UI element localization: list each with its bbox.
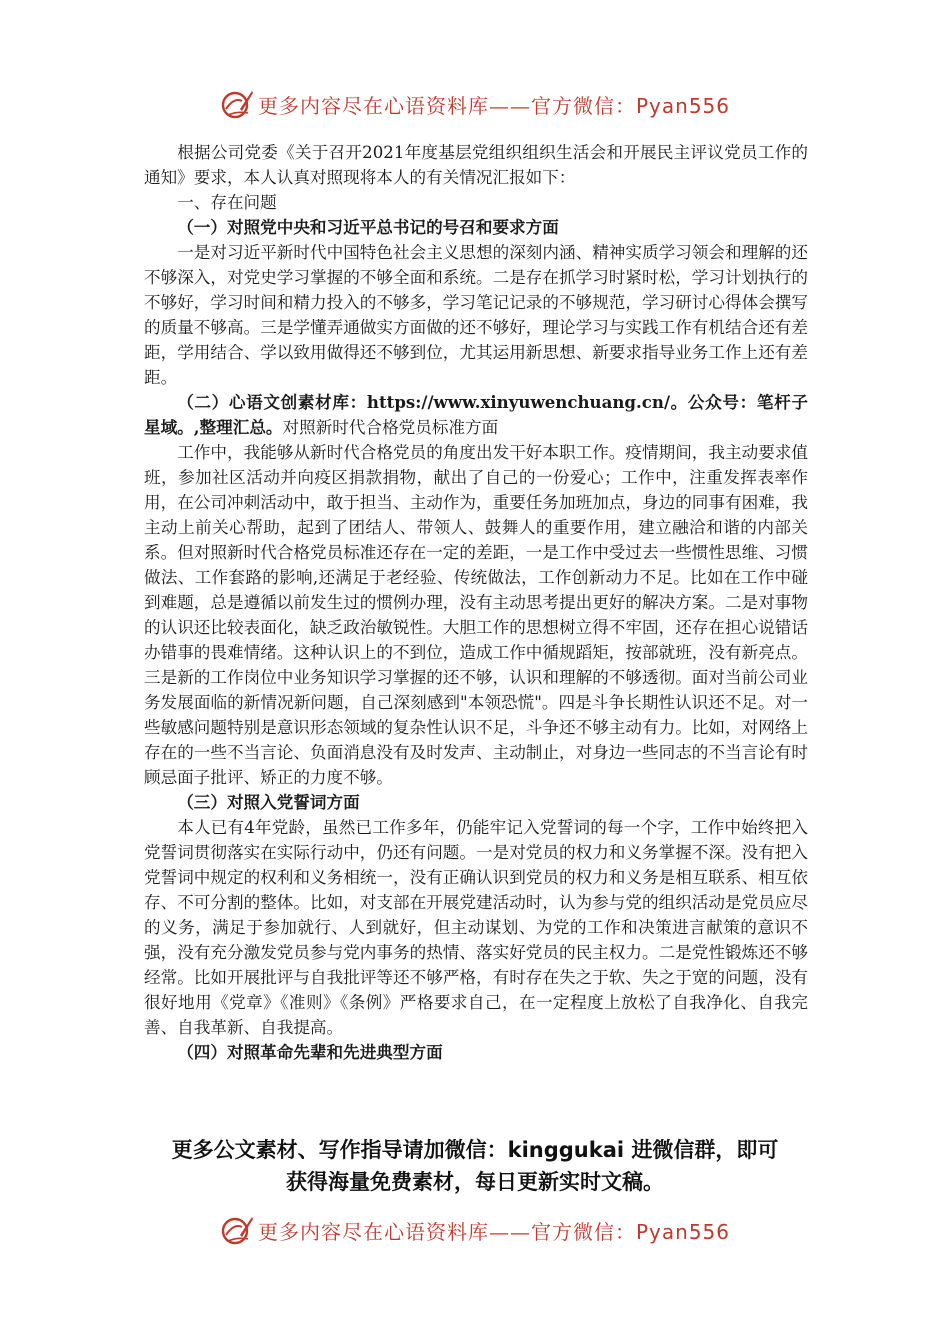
contact-notice: [100, 1134, 850, 1198]
subheading-2-bold: （二）心语文创素材库：https://www.xinyuwenchuang.cn/。公众号：笔杆子星域。,整理汇总。: [144, 392, 808, 437]
paragraph-intro: 根据公司党委《关于召开2021年度基层党组织组织生活会和开展民主评议党员工作的通知》要求，本人认真对照现将本人的有关情况汇报如下：: [144, 143, 808, 187]
document-body: [144, 140, 808, 1065]
paragraph-2: 工作中，我能够从新时代合格党员的角度出发干好本职工作。疫情期间，我主动要求值班，参加社区活动并向疫区捐款捐物，献出了自己的一份爱心；工作中，注重发挥表率作用，在公司冲刺活动中，敢于担当、主动作为，重要任务加班加点，身边的同事有困难，我主动上前关心帮助，起到了团结人、带领人、鼓舞人的重要作用，建立融洽和谐的内部关系。但对照新时代合格党员标准还存在一定的差距，一是工作中受过去一些惯性思维、习惯做法、工作套路的影响,还满足于老经验、传统做法，工作创新动力不足。比如在工作中碰到难题，总是遵循以前发生过的惯例办理，没有主动思考提出更好的解决方案。二是对事物的认识还比较表面化，缺乏政治敏锐性。大胆工作的思想树立得不牢固，还存在担心说错话办错事的畏难情绪。这种认识上的不到位，造成工作中循规蹈矩，按部就班，没有新亮点。三是新的工作岗位中业务知识学习掌握的还不够，认识和理解的不够透彻。面对当前公司业务发展面临的新情况新问题，自己深刻感到"本领恐慌"。四是斗争长期性认识还不足。对一些敏感问题特别是意识形态领域的复杂性认识不足，斗争还不够主动有力。比如，对网络上存在的一些不当言论、负面消息没有及时发声、主动制止，对身边一些同志的不当言论有时顾忌面子批评、矫正的力度不够。: [144, 443, 808, 787]
footer-banner: [0, 1210, 950, 1250]
banner-wechat-id: Pyan556: [635, 93, 730, 118]
contact-line-1: 更多公文素材、写作指导请加微信：kinggukai 进微信群，即可: [171, 1138, 779, 1162]
section-heading-problems: 一、存在问题: [177, 193, 277, 212]
banner-wechat-id: Pyan556: [635, 1219, 730, 1244]
subheading-2: [144, 390, 808, 440]
subheading-1: （一）对照党中央和习近平总书记的号召和要求方面: [177, 217, 559, 237]
pen-logo-icon: [220, 1213, 254, 1247]
paragraph-1: 一是对习近平新时代中国特色社会主义思想的深刻内涵、精神实质学习领会和理解的还不够深入，对党史学习掌握的不够全面和系统。二是存在抓学习时紧时松，学习计划执行的不够好，学习时间和精力投入的不够多，学习笔记记录的不够规范，学习研讨心得体会撰写的质量不够高。三是学懂弄通做实方面做的还不够好，理论学习与实践工作有机结合还有差距，学用结合、学以致用做得还不够到位，尤其运用新思想、新要求指导业务工作上还有差距。: [144, 243, 808, 387]
contact-line-2: 获得海量免费素材，每日更新实时文稿。: [286, 1170, 664, 1194]
banner-text: 更多内容尽在心语资料库——官方微信：: [257, 1219, 636, 1244]
pen-logo-icon: [220, 87, 254, 121]
subheading-2-normal: 对照新时代合格党员标准方面: [282, 418, 499, 437]
header-banner: [0, 84, 950, 124]
subheading-3: （三）对照入党誓词方面: [177, 792, 360, 812]
subheading-4: （四）对照革命先辈和先进典型方面: [177, 1042, 443, 1062]
paragraph-3: 本人已有4年党龄，虽然已工作多年，仍能牢记入党誓词的每一个字，工作中始终把入党誓词贯彻落实在实际行动中，仍还有问题。一是对党员的权力和义务掌握不深。没有把入党誓词中规定的权利和义务相统一，没有正确认识到党员的权力和义务是相互联系、相互依存、不可分割的整体。比如，对支部在开展党建活动时，认为参与党的组织活动是党员应尽的义务，满足于参加就行、人到就好，但主动谋划、为党的工作和决策进言献策的意识不强，没有充分激发党员参与党内事务的热情、落实好党员的民主权力。二是党性锻炼还不够经常。比如开展批评与自我批评等还不够严格，有时存在失之于软、失之于宽的问题，没有很好地用《党章》《准则》《条例》严格要求自己，在一定程度上放松了自我净化、自我完善、自我革新、自我提高。: [144, 818, 808, 1037]
banner-text: 更多内容尽在心语资料库——官方微信：: [257, 93, 636, 118]
